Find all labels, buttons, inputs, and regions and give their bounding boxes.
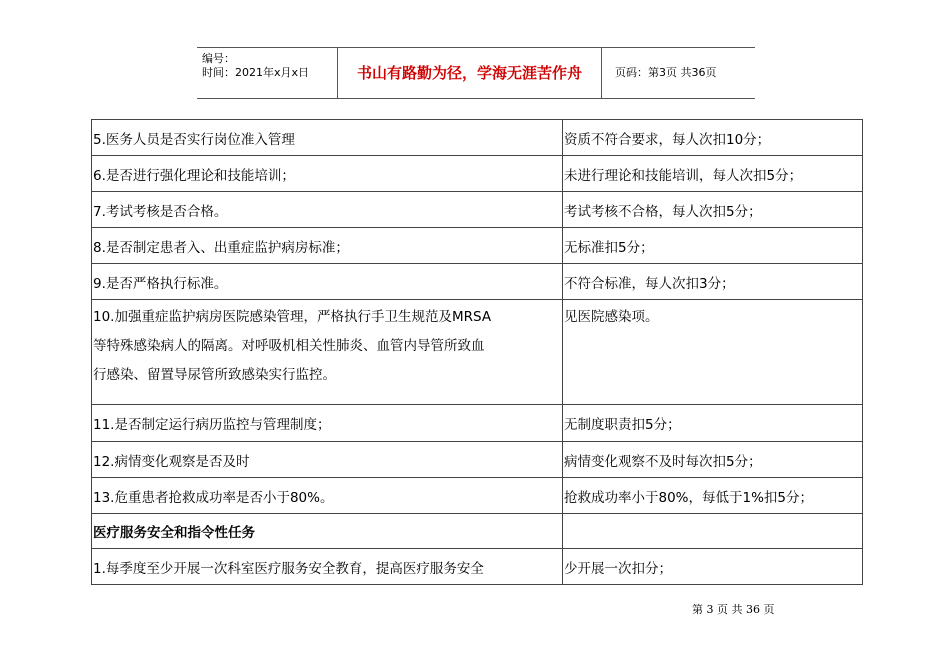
criteria-cell-multiline xyxy=(92,300,563,405)
header-meta xyxy=(197,48,338,98)
table-row xyxy=(92,192,863,228)
deduction-cell: 少开展一次扣分； xyxy=(563,549,863,585)
table-row xyxy=(92,300,863,405)
section-title: 医疗服务安全和指令性任务 xyxy=(92,514,563,549)
deduction-cell: 无制度职责扣5分； xyxy=(563,405,863,442)
table-row xyxy=(92,549,863,585)
criteria-cell: 11.是否制定运行病历监控与管理制度； xyxy=(92,405,563,442)
number-label: 编号： xyxy=(202,52,235,65)
deduction-cell: 无标准扣5分； xyxy=(563,228,863,264)
deduction-cell: 抢救成功率小于80%，每低于1%扣5分； xyxy=(563,478,863,514)
table-row xyxy=(92,264,863,300)
deduction-line: 见医院感染项。 xyxy=(564,309,659,325)
page-header xyxy=(197,47,755,99)
criteria-cell: 6.是否进行强化理论和技能培训； xyxy=(92,156,563,192)
criteria-cell: 9.是否严格执行标准。 xyxy=(92,264,563,300)
deduction-cell xyxy=(563,514,863,549)
table-row xyxy=(92,442,863,478)
deduction-cell: 不符合标准，每人次扣3分； xyxy=(563,264,863,300)
header-divider xyxy=(601,48,602,98)
criteria-line: 等特殊感染病人的隔离。对呼吸机相关性肺炎、血管内导管所致血 xyxy=(93,338,485,354)
time-label: 时间：2021年x月x日 xyxy=(202,66,310,79)
table-row xyxy=(92,120,863,156)
criteria-cell: 7.考试考核是否合格。 xyxy=(92,192,563,228)
criteria-line: 10.加强重症监护病房医院感染管理，严格执行手卫生规范及MRSA xyxy=(93,309,492,325)
table-row xyxy=(92,156,863,192)
deduction-cell: 病情变化观察不及时每次扣5分； xyxy=(563,442,863,478)
criteria-cell: 13.危重患者抢救成功率是否小于80%。 xyxy=(92,478,563,514)
criteria-cell: 12.病情变化观察是否及时 xyxy=(92,442,563,478)
criteria-cell: 1.每季度至少开展一次科室医疗服务安全教育，提高医疗服务安全 xyxy=(92,549,563,585)
table-row xyxy=(92,478,863,514)
section-row xyxy=(92,514,863,549)
page-info: 页码：第3页 共36页 xyxy=(615,66,717,79)
motto-text: 书山有路勤为径，学海无涯苦作舟 xyxy=(356,64,582,82)
table-row xyxy=(92,405,863,442)
deduction-cell: 考试考核不合格，每人次扣5分； xyxy=(563,192,863,228)
deduction-cell xyxy=(563,300,863,405)
criteria-cell: 5.医务人员是否实行岗位准入管理 xyxy=(92,120,563,156)
criteria-line: 行感染、留置导尿管所致感染实行监控。 xyxy=(93,367,336,383)
deduction-cell: 未进行理论和技能培训，每人次扣5分； xyxy=(563,156,863,192)
table-row xyxy=(92,228,863,264)
criteria-cell: 8.是否制定患者入、出重症监护病房标准； xyxy=(92,228,563,264)
page-footer: 第 3 页 共 36 页 xyxy=(692,603,775,616)
assessment-table xyxy=(91,119,863,585)
deduction-cell: 资质不符合要求，每人次扣10分； xyxy=(563,120,863,156)
